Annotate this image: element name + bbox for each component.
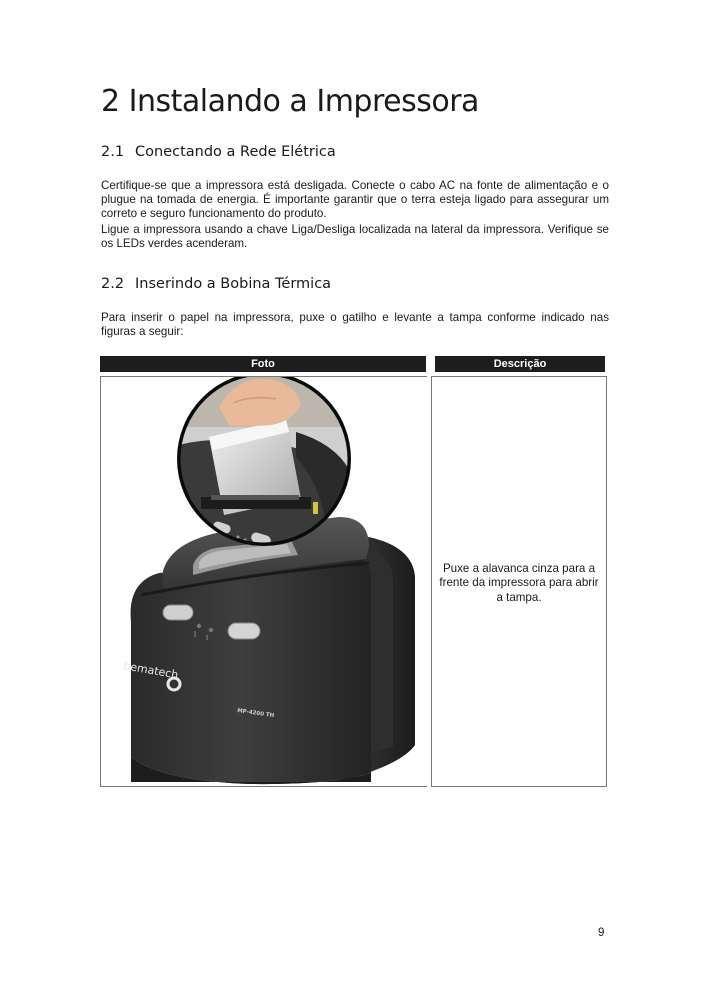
paragraph-power-connection: Certifique-se que a impressora está desligada. Conecte o cabo AC na fonte de alimentação e o plugue na tomada de energia. É importante garantir que o terra esteja ligado para assegurar um correto e seguro funcionamento do produto. xyxy=(101,179,609,221)
paragraph-power-switch: Ligue a impressora usando a chave Liga/Desliga localizada na lateral da impressora. Verifique se os LEDs verdes acenderam. xyxy=(101,223,609,251)
instruction-table xyxy=(100,356,607,786)
section-title: Conectando a Rede Elétrica xyxy=(135,144,336,160)
photo-cell xyxy=(100,376,427,787)
section-number: 2.2 xyxy=(101,276,125,292)
printer-model-label: MP-4200 TH xyxy=(236,708,275,720)
section-heading-2-1 xyxy=(101,144,336,160)
paragraph-paper-roll: Para inserir o papel na impressora, puxe o gatilho e levante a tampa conforme indicado nas figuras a seguir: xyxy=(101,311,609,339)
description-text: Puxe a alavanca cinza para a frente da impressora para abrir a tampa. xyxy=(439,561,599,604)
section-number: 2.1 xyxy=(101,144,125,160)
table-header-photo: Foto xyxy=(100,356,426,372)
section-heading-2-2 xyxy=(101,276,331,292)
table-header-description: Descrição xyxy=(435,356,605,372)
page-number: 9 xyxy=(598,927,605,939)
section-title: Inserindo a Bobina Térmica xyxy=(135,276,332,292)
chapter-heading: 2 Instalando a Impressora xyxy=(101,84,479,119)
printer-body xyxy=(122,517,415,784)
printer-photo xyxy=(101,377,427,786)
description-cell xyxy=(431,376,607,787)
printer-brand-logo: bematech xyxy=(122,659,180,682)
